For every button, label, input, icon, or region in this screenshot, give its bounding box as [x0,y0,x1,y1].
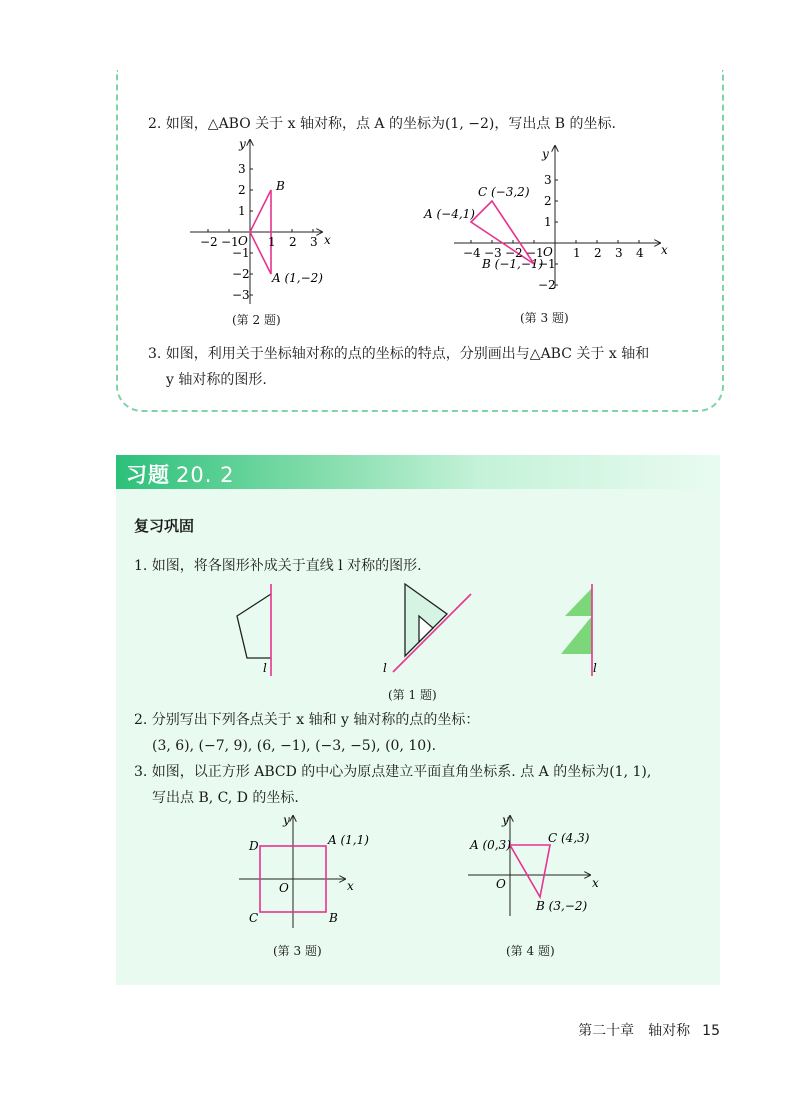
angle-shape [405,584,447,656]
line-l-label: l [383,661,387,675]
figure-caption: (第 1 题) [388,688,437,702]
x-axis-label: x [324,233,331,247]
figure-caption: (第 3 题) [520,311,569,325]
point-c-label: C (−3,2) [478,185,530,199]
x-tick-label: 3 [615,246,623,260]
x-tick-label: −1 [221,235,239,249]
x-tick-label: 1 [268,235,276,249]
section-heading: 复习巩固 [134,517,195,535]
y-axis-label: y [542,147,549,161]
origin-label: O [238,234,248,248]
point-d-label: D [249,839,259,853]
point-c-label: C (4,3) [548,831,590,845]
exercise-q2-text-line2: (3, 6), (−7, 9), (6, −1), (−3, −5), (0, 10). [152,738,437,754]
figure-exercise-q4 [466,812,606,920]
practice-q3-text-line2: y 轴对称的图形. [166,372,267,388]
figure-exercise-q1 [225,580,605,690]
x-tick-label: 1 [573,246,581,260]
x-tick-label: −3 [484,246,502,260]
line-l-label: l [263,661,267,675]
y-tick-label: 2 [544,194,552,208]
figure-practice-q3 [420,140,670,290]
line-l-label: l [593,661,597,675]
y-tick-label: 1 [238,204,246,218]
exercise-q3-text-line2: 写出点 B, C, D 的坐标. [152,790,299,806]
x-tick-label: 4 [636,246,644,260]
y-tick-label: 3 [238,162,246,176]
y-tick-label: −3 [232,288,250,302]
point-a-label: A (1,1) [328,833,369,847]
figure-exercise-q3 [235,812,370,930]
y-tick-label: −1 [538,257,556,271]
x-tick-label: −2 [200,235,218,249]
exercise-q1-text: 1. 如图，将各图形补成关于直线 l 对称的图形. [134,558,422,574]
x-tick-label: −4 [463,246,481,260]
point-a-label: A (1,−2) [272,271,323,285]
page-footer [578,1020,720,1040]
point-b-label: B [276,179,285,193]
x-tick-label: −1 [526,246,544,260]
figure-caption: (第 4 题) [506,944,555,958]
exercise-title [126,459,234,489]
y-axis-label: y [283,813,290,827]
page-number: 15 [702,1023,720,1039]
exercise-header [116,455,720,489]
y-tick-label: −2 [538,278,556,290]
half-pentagon-shape [237,594,271,658]
figure-practice-q2 [186,134,346,310]
x-axis-label: x [661,243,668,257]
point-a-label: A (0,3) [470,838,511,852]
origin-label: O [543,245,553,259]
exercise-title-label: 习题 [126,463,170,487]
point-b-label: B (−1,−1) [482,257,544,271]
exercise-q2-text-line1: 2. 分别写出下列各点关于 x 轴和 y 轴对称的点的坐标： [134,712,480,728]
practice-q2-text: 2. 如图，△ABO 关于 x 轴对称，点 A 的坐标为(1, −2)，写出点 B 的坐标. [148,116,616,132]
chapter-title: 第二十章 轴对称 [578,1023,691,1039]
figure-caption: (第 3 题) [273,944,322,958]
tree-shape-bottom [561,616,592,654]
y-tick-label: −2 [232,267,250,281]
figure-caption: (第 2 题) [232,313,281,327]
y-tick-label: 2 [238,183,246,197]
x-tick-label: 2 [289,235,297,249]
y-tick-label: 1 [544,215,552,229]
origin-label: O [496,877,506,891]
tree-shape-top [565,588,592,616]
point-c-label: C [249,911,259,925]
x-axis-label: x [592,876,599,890]
y-axis-label: y [239,137,246,151]
x-tick-label: 3 [310,235,318,249]
y-tick-label: 3 [544,173,552,187]
point-b-label: B (3,−2) [536,899,588,913]
point-b-label: B [329,911,338,925]
x-axis-label: x [347,879,354,893]
y-axis-label: y [502,813,509,827]
practice-q3-text-line1: 3. 如图，利用关于坐标轴对称的点的坐标的特点，分别画出与△ABC 关于 x 轴和 [148,346,650,362]
exercise-number: 20. 2 [176,463,235,487]
point-a-label: A (−4,1) [424,207,475,221]
x-tick-label: −2 [505,246,523,260]
x-tick-label: 2 [594,246,602,260]
exercise-q3-text-line1: 3. 如图，以正方形 ABCD 的中心为原点建立平面直角坐标系. 点 A 的坐标为(1, 1), [134,764,652,780]
triangle-abc [510,845,550,897]
y-tick-label: −1 [232,246,250,260]
origin-label: O [279,881,289,895]
